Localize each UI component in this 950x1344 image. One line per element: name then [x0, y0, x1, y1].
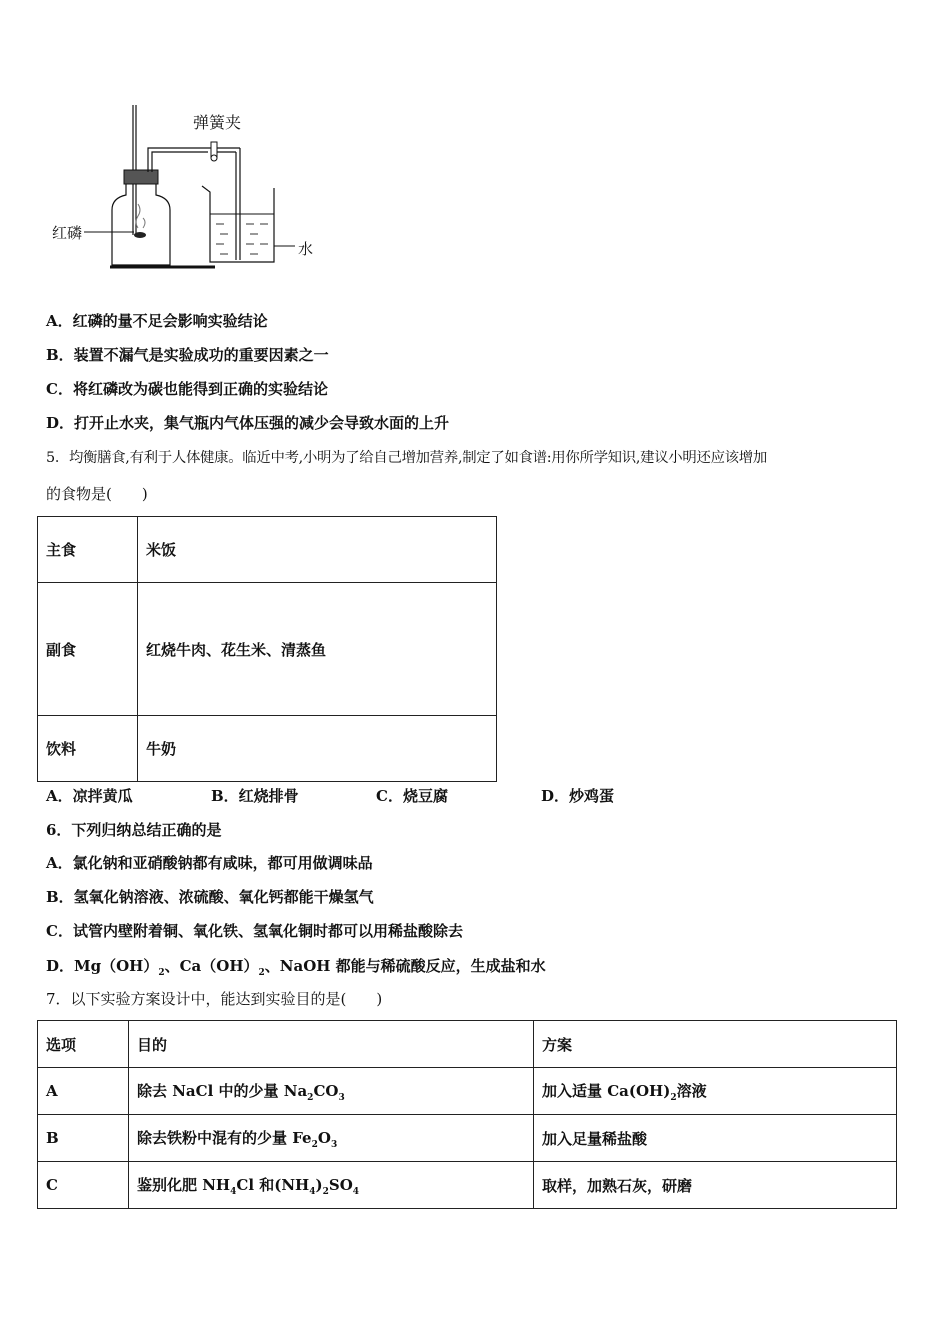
table-row — [38, 1068, 897, 1115]
row-plan: 加入足量稀盐酸 — [534, 1115, 897, 1162]
q6-option-d — [46, 955, 546, 978]
label-clamp: 弹簧夹 — [193, 113, 242, 132]
header-option: 选项 — [38, 1021, 129, 1068]
q6-option-b: B．氢氧化钠溶液、浓硫酸、氧化钙都能干燥氢气 — [46, 888, 374, 906]
text-part: ) — [315, 1175, 323, 1194]
q5-option-d: D．炒鸡蛋 — [541, 787, 615, 805]
subscript: 2 — [307, 1092, 314, 1103]
row-purpose — [129, 1162, 534, 1209]
menu-key: 饮料 — [38, 716, 138, 782]
q6-option-a: A．氯化钠和亚硝酸钠都有咸味，都可用做调味品 — [46, 854, 373, 872]
menu-value: 牛奶 — [138, 716, 497, 782]
subscript: 3 — [330, 1139, 338, 1150]
text-part: 除去 NaCl 中的少量 Na — [137, 1081, 308, 1100]
q5-option-c: C．烧豆腐 — [376, 787, 448, 805]
q6-option-c: C．试管内壁附着铜、氧化铁、氢氧化铜时都可以用稀盐酸除去 — [46, 922, 463, 940]
subscript: 2 — [670, 1092, 677, 1103]
q7-stem: 7．以下实验方案设计中，能达到实验目的是( ) — [46, 990, 383, 1008]
apparatus-diagram — [40, 100, 330, 275]
header-purpose: 目的 — [129, 1021, 534, 1068]
table-row — [38, 517, 497, 583]
label-water: 水 — [298, 240, 314, 258]
subscript: 4 — [230, 1186, 237, 1197]
row-purpose — [129, 1068, 534, 1115]
text-part: CO — [313, 1081, 339, 1100]
text-part: 加入适量 Ca(OH) — [542, 1081, 671, 1100]
q5-option-b: B．红烧排骨 — [211, 787, 299, 805]
row-plan — [534, 1068, 897, 1115]
text-part: 鉴别化肥 NH — [137, 1175, 231, 1194]
q6-d-part: 、Ca（OH） — [164, 957, 259, 975]
q7-experiment-table — [37, 1020, 897, 1209]
menu-value: 米饭 — [138, 517, 497, 583]
menu-key: 主食 — [38, 517, 138, 583]
text-part: Cl 和(NH — [236, 1175, 310, 1194]
q6-d-part: D．Mg（OH） — [46, 957, 159, 975]
menu-value: 红烧牛肉、花生米、清蒸鱼 — [138, 583, 497, 716]
row-option: C — [38, 1162, 129, 1209]
q6-d-part: 、NaOH 都能与稀硫酸反应，生成盐和水 — [264, 957, 546, 975]
row-purpose — [129, 1115, 534, 1162]
subscript: 2 — [322, 1186, 329, 1197]
menu-key: 副食 — [38, 583, 138, 716]
subscript: 2 — [158, 968, 165, 978]
q4-option-c: C．将红磷改为碳也能得到正确的实验结论 — [46, 380, 328, 398]
table-row — [38, 1115, 897, 1162]
table-row — [38, 1162, 897, 1209]
q4-option-b: B．装置不漏气是实验成功的重要因素之一 — [46, 346, 329, 364]
subscript: 3 — [338, 1092, 345, 1103]
row-plan: 取样，加熟石灰，研磨 — [534, 1162, 897, 1209]
table-row — [38, 1021, 897, 1068]
header-plan: 方案 — [534, 1021, 897, 1068]
q5-stem-line2: 的食物是( ) — [46, 485, 148, 503]
subscript: 4 — [309, 1186, 316, 1197]
q5-menu-table — [37, 516, 497, 782]
q5-option-a: A．凉拌黄瓜 — [46, 787, 133, 805]
text-part: 除去铁粉中混有的少量 Fe — [137, 1128, 312, 1147]
q6-stem: 6．下列归纳总结正确的是 — [46, 821, 222, 839]
subscript: 4 — [352, 1186, 360, 1197]
label-red-phosphorus: 红磷 — [52, 224, 83, 242]
q4-option-d: D．打开止水夹，集气瓶内气体压强的减少会导致水面的上升 — [46, 414, 450, 432]
row-option: B — [38, 1115, 129, 1162]
q4-option-a: A．红磷的量不足会影响实验结论 — [46, 312, 268, 330]
subscript: 2 — [311, 1139, 318, 1150]
text-part: O — [317, 1128, 331, 1147]
text-part: 溶液 — [676, 1081, 707, 1100]
table-row — [38, 716, 497, 782]
table-row — [38, 583, 497, 716]
subscript: 2 — [258, 968, 265, 978]
row-option: A — [38, 1068, 129, 1115]
q5-stem-line1: 5．均衡膳食,有利于人体健康。临近中考,小明为了给自己增加营养,制定了如食谱:用你所学知识,建议小明还应该增加 — [46, 450, 767, 466]
text-part: SO — [328, 1175, 353, 1194]
